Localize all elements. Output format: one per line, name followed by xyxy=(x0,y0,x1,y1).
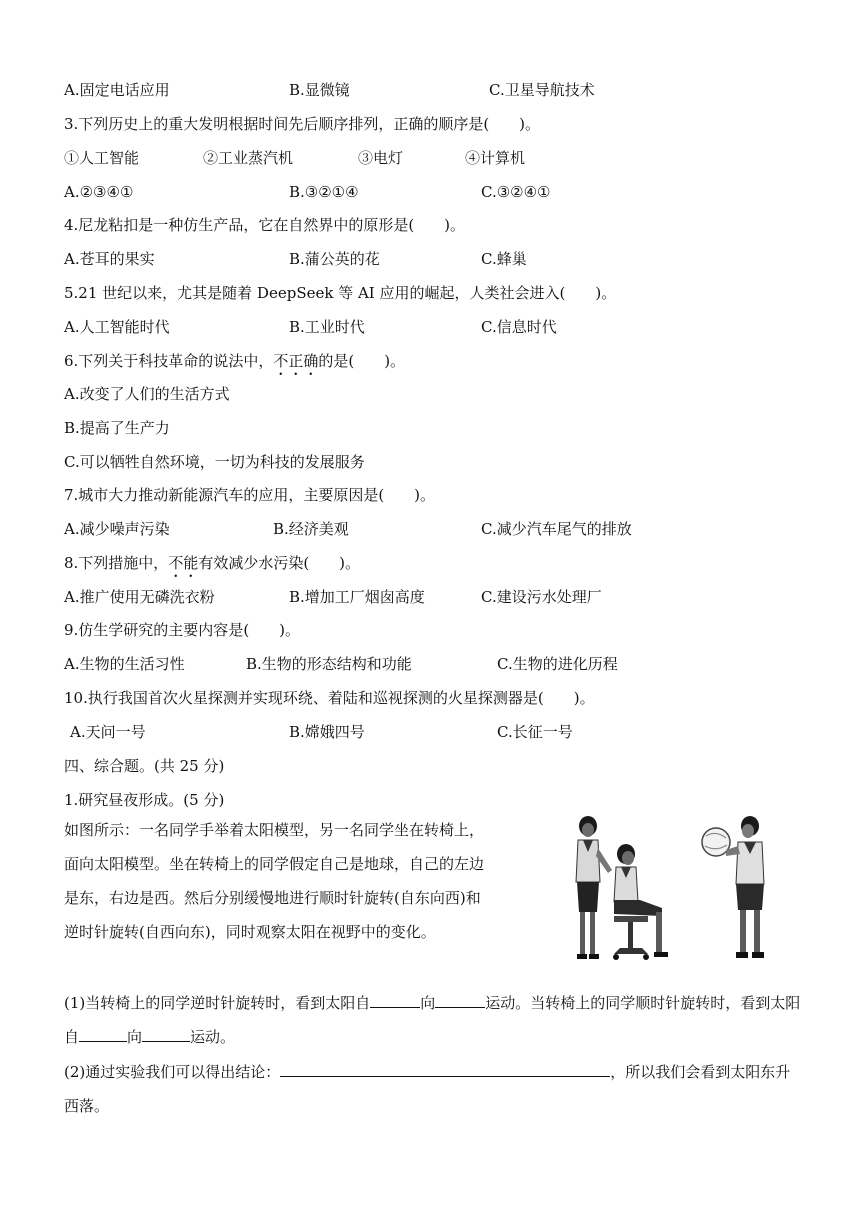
q2-option-b: B.显微镜 xyxy=(289,81,350,99)
q7-option-a: A.减少噪声污染 xyxy=(64,520,170,538)
q2-option-c: C.卫星导航技术 xyxy=(489,81,595,99)
q7-option-c: C.减少汽车尾气的排放 xyxy=(481,520,632,538)
q1-title: 1.研究昼夜形成。(5 分) xyxy=(64,791,225,809)
q1-sub1 xyxy=(64,986,804,1054)
q4-stem: 4.尼龙粘扣是一种仿生产品，它在自然界中的原形是( )。 xyxy=(64,216,466,234)
q3-option-b: B.③②①④ xyxy=(289,183,359,201)
standing-boy-figure xyxy=(726,816,764,958)
sub2-text-a: (2)通过实验我们可以得出结论： xyxy=(64,1063,281,1081)
q3-item-3: ③电灯 xyxy=(358,149,404,167)
sub2-text-b: ，所以我们会看到太阳东升西落。 xyxy=(64,1063,791,1115)
q1-description: 如图所示：一名同学手举着太阳模型，另一名同学坐在转椅上，面向太阳模型。坐在转椅上的同学假定自己是地球，自己的左边是东，右边是西。然后分别缓慢地进行顺时针旋转(自东向西)和逆时针旋转(自西向东)，同时观察太阳在视野中的变化。 xyxy=(64,821,485,941)
q9-option-a: A.生物的生活习性 xyxy=(64,655,185,673)
q5-option-c: C.信息时代 xyxy=(481,318,557,336)
answer-blank[interactable] xyxy=(370,991,420,1008)
q5-option-b: B.工业时代 xyxy=(289,318,365,336)
q8-stem xyxy=(64,553,360,581)
q9-option-c: C.生物的进化历程 xyxy=(497,655,618,673)
q9-option-b: B.生物的形态结构和功能 xyxy=(246,655,412,673)
q7-stem: 7.城市大力推动新能源汽车的应用，主要原因是( )。 xyxy=(64,486,436,504)
q5-option-a: A.人工智能时代 xyxy=(64,318,170,336)
q6-option-c: C.可以牺牲自然环境，一切为科技的发展服务 xyxy=(64,453,365,471)
q10-option-b: B.嫦娥四号 xyxy=(289,723,365,741)
q6-stem-post: 的是( )。 xyxy=(318,352,406,370)
standing-girl-figure xyxy=(576,816,612,959)
q4-option-a: A.苍耳的果实 xyxy=(64,250,155,268)
q3-option-a: A.②③④① xyxy=(64,183,134,201)
q7-option-b: B.经济美观 xyxy=(273,520,349,538)
swivel-chair xyxy=(613,916,649,960)
sun-model xyxy=(702,828,730,856)
q3-item-2: ②工业蒸汽机 xyxy=(203,149,294,167)
q6-stem-emphasis: 不正确 xyxy=(273,352,319,370)
q8-stem-pre: 8.下列措施中， xyxy=(64,554,169,572)
q6-stem xyxy=(64,351,405,379)
q6-stem-pre: 6.下列关于科技革命的说法中， xyxy=(64,352,274,370)
seated-girl-figure xyxy=(614,844,668,957)
q8-option-c: C.建设污水处理厂 xyxy=(481,588,602,606)
q10-stem: 10.执行我国首次火星探测并实现环绕、着陆和巡视探测的火星探测器是( )。 xyxy=(64,689,595,707)
answer-blank[interactable] xyxy=(79,1025,127,1042)
q8-stem-post: 有效减少水污染( )。 xyxy=(198,554,361,572)
q8-stem-emphasis: 不能 xyxy=(168,554,199,572)
answer-blank[interactable] xyxy=(142,1025,190,1042)
q4-option-c: C.蜂巢 xyxy=(481,250,527,268)
answer-blank[interactable] xyxy=(280,1060,610,1077)
sub1-text-b: 向 xyxy=(420,994,436,1012)
q8-option-a: A.推广使用无磷洗衣粉 xyxy=(64,588,215,606)
q8-option-b: B.增加工厂烟囱高度 xyxy=(289,588,425,606)
q6-option-b: B.提高了生产力 xyxy=(64,419,170,437)
q3-stem: 3.下列历史上的重大发明根据时间先后顺序排列，正确的顺序是( )。 xyxy=(64,115,541,133)
q10-option-a: A.天问一号 xyxy=(70,723,146,741)
q4-option-b: B.蒲公英的花 xyxy=(289,250,380,268)
q5-stem: 5.21 世纪以来，尤其是随着 DeepSeek 等 AI 应用的崛起，人类社会进入( )。 xyxy=(64,284,617,302)
q2-option-a: A.固定电话应用 xyxy=(64,81,170,99)
sub1-text-c: 运动。当转椅上的同学顺时针旋转时，看到太阳自 xyxy=(64,994,801,1046)
q9-stem: 9.仿生学研究的主要内容是( )。 xyxy=(64,621,301,639)
sub1-text-e: 运动。 xyxy=(190,1028,236,1046)
experiment-photo xyxy=(570,812,780,962)
q3-item-4: ④计算机 xyxy=(465,149,526,167)
sub1-text-d: 向 xyxy=(127,1028,143,1046)
q3-option-c: C.③②④① xyxy=(481,183,551,201)
q3-item-1: ①人工智能 xyxy=(64,149,140,167)
section-heading: 四、综合题。(共 25 分) xyxy=(64,757,225,775)
q10-option-c: C.长征一号 xyxy=(497,723,573,741)
q6-option-a: A.改变了人们的生活方式 xyxy=(64,385,230,403)
answer-blank[interactable] xyxy=(435,991,485,1008)
sub1-text-a: (1)当转椅上的同学逆时针旋转时，看到太阳自 xyxy=(64,994,371,1012)
q1-sub2 xyxy=(64,1055,804,1123)
